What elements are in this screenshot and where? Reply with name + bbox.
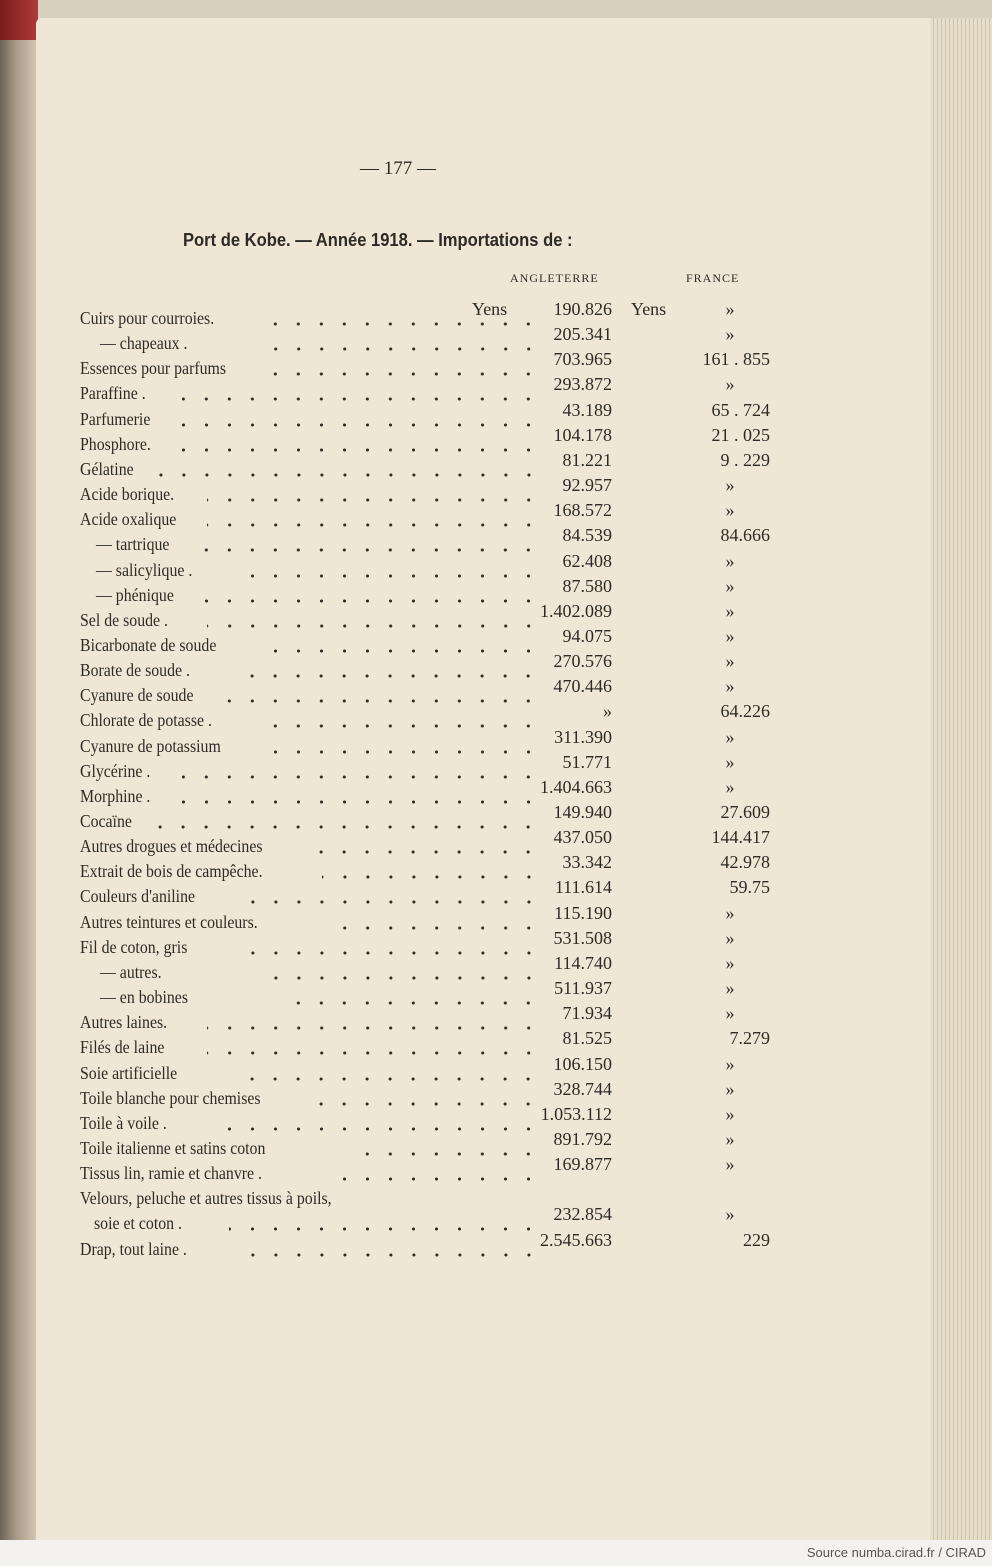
item-label: Acide oxalique [80,509,177,530]
currency-label-france: Yens [631,299,667,319]
value-france: » [725,651,735,672]
value-france: » [725,575,735,596]
dot-leader [174,423,540,427]
item-label: Parfumerie [80,408,151,429]
dot-leader [240,951,540,955]
value-france: » [725,676,735,697]
value-angleterre: 437.050 [553,827,612,848]
value-angleterre: 111.614 [554,877,612,898]
table-row [80,349,780,382]
item-label: Essences pour parfums [80,358,227,379]
item-label: Autres teintures et couleurs. [80,911,258,932]
value-france: 21 . 025 [711,424,770,445]
value-france: 64.226 [720,701,770,722]
item-label: Soie artificielle [80,1062,178,1083]
table-row [80,952,780,986]
value-angleterre: 51.771 [562,751,612,772]
table-row [80,927,780,961]
table-row [80,1154,780,1187]
item-label: — chapeaux . [100,333,188,354]
value-france: 27.609 [720,802,770,822]
table-row [80,299,780,332]
dot-leader [284,1001,540,1005]
item-label: Glycérine . [80,760,151,781]
value-angleterre: 270.576 [553,651,612,672]
item-label: Sel de soude . [80,609,168,630]
item-label: Autres laines. [80,1012,168,1033]
table-row [80,475,780,508]
table-row [80,1188,780,1212]
item-label: — salicylique . [96,559,193,580]
source-credit: Source numba.cirad.fr / CIRAD [806,1545,986,1560]
dot-leader [240,900,540,904]
value-france: » [725,1154,735,1175]
value-france: » [725,550,735,571]
item-label: Extrait de bois de campêche. [80,861,263,882]
value-france: 229 [743,1229,770,1250]
dot-leader [256,649,540,653]
page-stack-edges [930,18,992,1540]
value-angleterre: 84.539 [562,525,612,546]
value-angleterre: 232.854 [553,1204,612,1225]
dot-leader [231,1077,540,1081]
value-angleterre: 328.744 [553,1078,612,1099]
table-row [80,726,780,760]
value-france: 7.279 [729,1028,770,1049]
dot-leader [158,473,540,477]
value-angleterre: 1.404.663 [540,776,612,797]
value-france: 144.417 [711,827,770,848]
item-label: — en bobines [100,987,188,1008]
value-angleterre: 205.341 [553,324,612,345]
item-label: Morphine . [80,785,151,806]
value-angleterre: 106.150 [553,1053,612,1074]
table-row [80,1229,780,1263]
table-row [80,1053,780,1087]
item-label: — phénique [96,584,174,605]
item-label: — tartrique [96,534,170,555]
item-label: Velours, peluche et autres tissus à poils, [80,1188,332,1209]
value-france: » [725,1204,735,1225]
dot-leader [264,322,540,326]
value-france: » [725,625,735,646]
value-angleterre: » [603,701,612,722]
value-angleterre: 891.792 [553,1128,612,1149]
table-row [80,1078,780,1112]
column-header-angleterre: ANGLETERRE [510,271,599,285]
dot-leader [182,397,540,401]
table-row [80,575,780,609]
item-label: Bicarbonate de soude [80,634,217,655]
value-angleterre: 104.178 [553,424,612,445]
dot-leader [264,372,540,376]
table-row [80,751,780,785]
item-label: Gélatine [80,458,134,479]
footer-bar [0,1540,992,1566]
table-row [80,701,780,734]
dot-leader [338,1177,540,1181]
dot-leader [207,523,540,527]
value-angleterre: 703.965 [553,349,612,370]
value-france: » [725,927,735,948]
dot-leader [240,1253,540,1257]
value-angleterre: 92.957 [562,475,612,496]
value-angleterre: 168.572 [553,500,612,521]
item-label: Toile à voile . [80,1112,167,1133]
value-angleterre: 81.221 [562,449,612,470]
value-france: » [725,324,735,345]
dot-leader [207,1026,540,1030]
item-label: Chlorate de potasse . [80,710,212,731]
dot-leader [330,926,540,930]
item-label: Toile italienne et satins coton [80,1137,266,1158]
value-angleterre: 94.075 [562,625,612,646]
item-label: Phosphore. [80,433,151,454]
value-france: 84.666 [720,525,770,546]
value-france: » [725,1103,735,1124]
table-row [80,1028,780,1061]
dot-leader [231,674,540,678]
value-france: 161 . 855 [702,349,770,370]
table-row [80,550,780,584]
value-france: » [725,952,735,973]
value-france: » [725,1078,735,1099]
dot-leader [313,850,540,854]
value-france: 65 . 724 [711,399,770,420]
table-row [80,651,780,684]
value-france: 9 . 229 [720,449,770,470]
value-france: » [725,978,735,999]
page-number: — 177 — [360,158,436,179]
dot-leader [260,976,540,980]
item-label: Toile blanche pour chemises [80,1087,261,1108]
table-row [80,978,780,1011]
dot-leader [174,800,540,804]
value-france: » [725,374,735,395]
dot-leader [215,1127,540,1131]
value-angleterre: 1.053.112 [540,1103,612,1124]
dot-leader [322,875,540,879]
dot-leader [346,1152,540,1156]
item-label: Fil de coton, gris [80,936,188,957]
value-angleterre: 293.872 [553,374,612,395]
value-france: » [725,751,735,772]
value-angleterre: 470.446 [553,676,612,697]
table-row [80,625,780,659]
table-row [80,877,780,910]
table-row [80,902,780,936]
page-title: Port de Kobe. — Année 1918. — Importations de : [183,230,573,250]
table-row [80,525,780,558]
dot-leader [149,825,540,829]
table-row [80,1103,780,1137]
dot-leader [207,624,540,628]
dot-leader [223,699,540,703]
item-label: Filés de laine [80,1037,165,1058]
item-label: Couleurs d'aniline [80,886,196,907]
dot-leader [256,750,540,754]
dot-leader [229,1227,540,1231]
value-angleterre: 114.740 [554,952,612,973]
item-label: Borate de soude . [80,660,190,681]
item-label: soie et coton . [94,1213,182,1234]
value-france: » [725,1003,735,1024]
value-france: » [725,726,735,747]
item-label: Acide borique. [80,484,175,505]
dot-leader [198,548,540,552]
value-france: » [725,475,735,496]
value-angleterre: 115.190 [554,902,612,923]
item-label: Drap, tout laine . [80,1238,187,1259]
value-france: » [725,1128,735,1149]
value-france: » [725,500,735,521]
dot-leader [174,448,540,452]
value-france: » [725,299,735,319]
value-france: » [725,600,735,621]
value-france: » [725,902,735,923]
value-france: » [725,776,735,797]
value-angleterre: 190.826 [553,299,612,319]
item-label: Paraffine . [80,383,146,404]
item-label: Cuirs pour courroies. [80,308,215,328]
book-cover-edge [0,0,38,40]
value-angleterre: 531.508 [553,927,612,948]
dot-leader [182,775,540,779]
value-angleterre: 311.390 [554,726,612,747]
value-angleterre: 81.525 [562,1028,612,1049]
value-angleterre: 43.189 [562,399,612,420]
item-label: — autres. [100,961,162,982]
currency-label-angleterre: Yens [472,299,508,319]
value-angleterre: 71.934 [562,1003,612,1024]
value-angleterre: 169.877 [553,1154,612,1175]
value-angleterre: 149.940 [553,802,612,822]
value-angleterre: 1.402.089 [540,600,612,621]
table-row [80,600,780,634]
item-label: Cocaïne [80,811,132,831]
value-france: » [725,1053,735,1074]
item-label: Cyanure de potassium [80,735,221,756]
table-row [80,449,780,483]
dot-leader [207,498,540,502]
dot-leader [207,1051,540,1055]
table-row [80,1128,780,1162]
dot-leader [190,599,540,603]
item-label: Cyanure de soude [80,685,194,706]
value-france: 42.978 [720,852,770,873]
value-angleterre: 2.545.663 [540,1229,612,1250]
item-label: Tissus lin, ramie et chanvre . [80,1163,262,1184]
item-label: Autres drogues et médecines [80,836,263,857]
dot-leader [313,1102,540,1106]
dot-leader [264,724,540,728]
value-angleterre: 33.342 [562,852,612,873]
value-angleterre: 87.580 [562,575,612,596]
dot-leader [231,574,540,578]
value-angleterre: 511.937 [554,978,612,999]
value-angleterre: 62.408 [562,550,612,571]
value-france: 59.75 [729,877,770,898]
dot-leader [268,347,540,351]
book-binding [0,0,38,1540]
column-header-france: FRANCE [686,271,740,285]
